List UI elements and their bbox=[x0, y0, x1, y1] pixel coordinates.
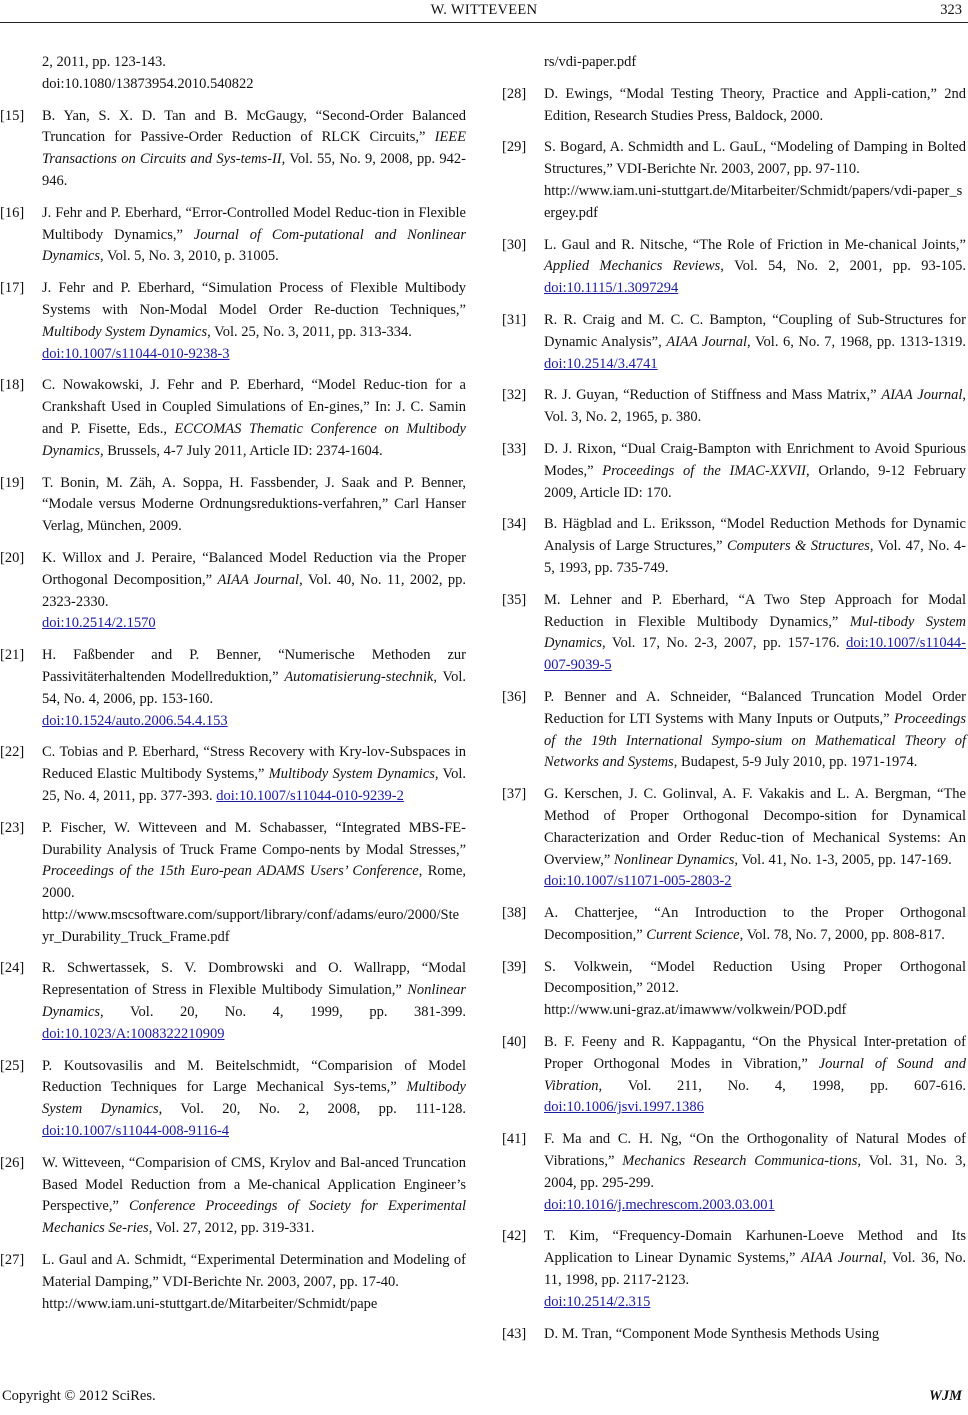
reference-details: , Rome, 2000. bbox=[42, 863, 467, 902]
reference-authors-title: R. J. Guyan, “Reduction of Stiffness and Mass Matrix,” bbox=[544, 387, 882, 404]
reference-details: , Vol. 6, No. 7, 1968, pp. 1313-1319. bbox=[747, 333, 967, 350]
reference-url[interactable]: http://www.uni-graz.at/imawww/volkwein/POD.pdf bbox=[544, 1002, 847, 1019]
reference-entry bbox=[0, 645, 466, 732]
reference-details: , Vol. 41, No. 1-3, 2005, pp. 147-169. bbox=[734, 851, 952, 868]
reference-entry bbox=[502, 1226, 966, 1313]
doi-link[interactable]: doi:10.2514/2.1570 bbox=[42, 615, 156, 632]
doi-link[interactable]: doi:10.1007/s11044-010-9239-2 bbox=[216, 787, 404, 804]
reference-details: , Vol. 211, No. 4, 1998, pp. 607-616. bbox=[598, 1077, 966, 1094]
reference-details: , Vol. 27, 2012, pp. 319-331. bbox=[148, 1220, 315, 1237]
reference-text bbox=[42, 375, 466, 462]
doi-link[interactable]: doi:10.1080/13873954.2010.540822 bbox=[42, 75, 254, 92]
reference-entry bbox=[0, 106, 466, 193]
reference-authors-title: W. Witteveen, “Comparision of CMS, Krylov and Bal-anced Truncation Based Model Reduction from a Me-chanical Application Engineer’s Perspective,” bbox=[42, 1154, 466, 1215]
reference-venue: AIAA Journal bbox=[881, 387, 963, 404]
reference-text bbox=[42, 203, 466, 268]
reference-number: [42] bbox=[502, 1228, 527, 1245]
reference-venue: Mul-tibody System Dynamics bbox=[544, 613, 966, 652]
reference-authors-title: P. Benner and A. Schneider, “Balanced Truncation Model Order Reduction for LTI Systems with Many Inputs or Outputs,” bbox=[544, 688, 966, 727]
reference-authors-title: T. Kim, “Frequency-Domain Karhunen-Loeve Method and Its Application to Linear Dynamic Systems,” bbox=[544, 1228, 966, 1267]
doi-link[interactable]: doi:10.2514/2.315 bbox=[544, 1293, 651, 1310]
reference-details: , Vol. 36, No. 11, 1998, pp. 2117-2123. bbox=[544, 1250, 967, 1289]
reference-details: , Orlando, 9-12 February 2009, Article ID: 170. bbox=[544, 462, 966, 501]
doi-link[interactable]: doi:10.1115/1.3097294 bbox=[544, 280, 679, 297]
reference-authors-title: P. Fischer, W. Witteveen and M. Schabasser, “Integrated MBS-FE-Durability Analysis of Truck Frame Compo-nents by Modal Stresses,” bbox=[42, 819, 466, 858]
left-column bbox=[0, 52, 466, 1325]
reference-url[interactable]: http://www.iam.uni-stuttgart.de/Mitarbeiter/Schmidt/pape bbox=[42, 1295, 378, 1312]
reference-entry bbox=[0, 1153, 466, 1240]
reference-venue: Automatisierung-stechnik bbox=[284, 668, 434, 685]
reference-entry bbox=[502, 957, 966, 1022]
reference-continuation bbox=[0, 52, 466, 96]
reference-text bbox=[544, 1129, 966, 1194]
reference-number: [39] bbox=[502, 958, 527, 975]
reference-details: , Vol. 40, No. 11, 2002, pp. 2323-2330. bbox=[42, 571, 466, 610]
reference-authors-title: A. Chatterjee, “An Introduction to the Proper Orthogonal Decomposition,” bbox=[544, 905, 966, 943]
reference-venue: Applied Mechanics Reviews bbox=[544, 258, 721, 275]
reference-text bbox=[42, 818, 466, 905]
reference-text bbox=[544, 903, 966, 947]
reference-number: [18] bbox=[0, 377, 25, 394]
reference-venue: Computers & Structures bbox=[726, 538, 870, 555]
reference-text bbox=[544, 439, 966, 504]
reference-text bbox=[42, 1153, 466, 1240]
reference-entry bbox=[502, 514, 966, 579]
right-column bbox=[502, 52, 966, 1355]
reference-text bbox=[42, 742, 466, 807]
reference-venue: AIAA Journal bbox=[801, 1250, 883, 1267]
reference-entry bbox=[0, 203, 466, 268]
reference-authors-title: D. J. Rixon, “Dual Craig-Bampton with Enrichment to Avoid Spurious Modes,” bbox=[544, 440, 966, 479]
doi-link[interactable]: doi:10.1006/jsvi.1997.1386 bbox=[544, 1099, 704, 1116]
reference-text bbox=[544, 1226, 966, 1291]
reference-entry bbox=[502, 784, 966, 893]
reference-venue: IEEE Transactions on Circuits and Sys-tems-II bbox=[42, 129, 466, 168]
reference-text bbox=[544, 590, 966, 677]
reference-number: [28] bbox=[502, 85, 527, 102]
reference-text bbox=[42, 548, 466, 613]
reference-number: [25] bbox=[0, 1057, 25, 1074]
reference-entry bbox=[502, 84, 966, 128]
reference-text bbox=[42, 106, 466, 193]
reference-entry bbox=[502, 235, 966, 300]
reference-entry bbox=[0, 1250, 466, 1315]
continuation-text: 2, 2011, pp. 123-143. bbox=[42, 54, 166, 70]
reference-entry bbox=[0, 473, 466, 538]
reference-authors-title: G. Kerschen, J. C. Golinval, A. F. Vakakis and L. A. Bergman, “The Method of Proper Orthogonal Decompo-sition for Dynamical Characterization and Order Reduc-tion of Mechanical Systems: An Overview,” bbox=[544, 786, 966, 868]
reference-details: , Vol. 54, No. 2, 2001, pp. 93-105. bbox=[720, 258, 967, 275]
reference-entry bbox=[502, 903, 966, 947]
reference-text bbox=[544, 235, 966, 300]
reference-entry bbox=[0, 1056, 466, 1143]
reference-venue: Proceedings of the 19th International Sympo-sium on Mathematical Theory of Networks and Systems bbox=[544, 710, 966, 771]
reference-number: [38] bbox=[502, 905, 527, 922]
journal-abbrev: WJM bbox=[928, 1388, 962, 1404]
doi-link[interactable]: doi:10.1524/auto.2006.54.4.153 bbox=[42, 712, 228, 729]
reference-authors-title: S. Bogard, A. Schmidth and L. GauL, “Modeling of Damping in Bolted Structures,” VDI-Berichte Nr. 2003, 2007, pp. 97-110. bbox=[544, 139, 966, 178]
reference-details: , Vol. 25, No. 3, 2011, pp. 313-334. bbox=[207, 323, 412, 340]
reference-venue: Proceedings of the 15th Euro-pean ADAMS Users’ Conference bbox=[42, 863, 419, 880]
reference-entry bbox=[0, 548, 466, 635]
reference-text bbox=[544, 84, 966, 128]
reference-text bbox=[42, 473, 466, 538]
reference-authors-title: D. M. Tran, “Component Mode Synthesis Methods Using bbox=[544, 1325, 880, 1342]
reference-text bbox=[544, 514, 966, 579]
reference-venue: Mechanics Research Communica-tions bbox=[622, 1153, 858, 1170]
doi-link[interactable]: doi:10.1007/s11044-008-9116-4 bbox=[42, 1123, 230, 1140]
page-number: 323 bbox=[940, 2, 962, 18]
reference-venue: Nonlinear Dynamics bbox=[613, 851, 735, 868]
reference-entry bbox=[502, 590, 966, 677]
reference-text bbox=[544, 687, 966, 774]
reference-authors-title: D. Ewings, “Modal Testing Theory, Practice and Appli-cation,” 2nd Edition, Research Studies Press, Baldock, 2000. bbox=[544, 85, 966, 124]
header-rule bbox=[0, 22, 968, 23]
reference-entry bbox=[502, 1324, 966, 1346]
reference-details: , Vol. 17, No. 2-3, 2007, pp. 157-176. bbox=[602, 635, 847, 652]
reference-url[interactable]: http://www.iam.uni-stuttgart.de/Mitarbeiter/Schmidt/papers/vdi-paper_sergey.pdf bbox=[544, 182, 963, 221]
running-title: W. WITTEVEEN bbox=[430, 2, 538, 18]
reference-number: [20] bbox=[0, 549, 25, 566]
reference-text bbox=[42, 1250, 466, 1294]
reference-venue: Multibody System Dynamics bbox=[42, 1079, 466, 1118]
reference-authors-title: P. Koutsovasilis and M. Beitelschmidt, “Comparision of Model Reduction Techniques for Large Mechanical Sys-tems,” bbox=[42, 1057, 466, 1096]
reference-entry bbox=[0, 958, 466, 1045]
reference-number: [37] bbox=[502, 786, 527, 803]
reference-authors-title: J. Fehr and P. Eberhard, “Simulation Process of Flexible Multibody Systems with Non-Modal Model Order Re-duction Techniques,” bbox=[42, 280, 466, 318]
reference-venue: Journal of Sound and Vibration bbox=[544, 1055, 967, 1094]
reference-details: , Vol. 47, No. 4-5, 1993, pp. 735-749. bbox=[544, 538, 966, 576]
reference-authors-title: S. Volkwein, “Model Reduction Using Proper Orthogonal Decomposition,” 2012. bbox=[544, 958, 966, 997]
reference-number: [34] bbox=[502, 516, 527, 533]
reference-authors-title: F. Ma and C. H. Ng, “On the Orthogonality of Natural Modes of Vibrations,” bbox=[544, 1131, 966, 1170]
reference-number: [16] bbox=[0, 204, 25, 221]
reference-details: , Vol. 31, No. 3, 2004, pp. 295-299. bbox=[544, 1153, 967, 1191]
reference-text bbox=[544, 1032, 966, 1119]
reference-text bbox=[544, 784, 966, 871]
reference-venue: AIAA Journal bbox=[666, 333, 748, 350]
reference-details: , Budapest, 5-9 July 2010, pp. 1971-1974. bbox=[673, 754, 918, 771]
doi-link[interactable]: doi:10.1023/A:1008322210909 bbox=[42, 1025, 225, 1042]
reference-number: [15] bbox=[0, 107, 25, 124]
doi-link[interactable]: doi:10.1007/s11071-005-2803-2 bbox=[544, 873, 732, 890]
reference-authors-title: B. Yan, S. X. D. Tan and B. McGaugy, “Second-Order Balanced Truncation for Passive-Order Reduction of RLCK Circuits,” bbox=[42, 107, 466, 146]
reference-number: [24] bbox=[0, 960, 25, 977]
reference-authors-title: L. Gaul and R. Nitsche, “The Role of Friction in Me-chanical Joints,” bbox=[544, 236, 966, 253]
reference-entry bbox=[502, 1129, 966, 1216]
reference-authors-title: M. Lehner and P. Eberhard, “A Two Step Approach for Modal Reduction in Flexible Multibody Dynamics,” bbox=[544, 591, 966, 630]
reference-venue: Conference Proceedings of Society for Experimental Mechanics Se-ries bbox=[42, 1198, 466, 1237]
running-head bbox=[0, 0, 968, 22]
reference-entry bbox=[0, 742, 466, 807]
reference-number: [43] bbox=[502, 1325, 527, 1342]
reference-venue: Multibody System Dynamics bbox=[268, 766, 435, 783]
reference-venue: Proceedings of the IMAC-XXVII bbox=[602, 462, 807, 479]
reference-details: , Vol. 54, No. 4, 2006, pp. 153-160. bbox=[42, 668, 467, 707]
reference-number: [19] bbox=[0, 474, 25, 491]
reference-details: , Vol. 20, No. 4, 1999, pp. 381-399. bbox=[100, 1004, 466, 1021]
reference-authors-title: R. R. Craig and M. C. C. Bampton, “Coupling of Sub-Structures for Dynamic Analysis”, bbox=[544, 311, 966, 350]
reference-venue: AIAA Journal bbox=[217, 571, 300, 588]
reference-venue: ECCOMAS Thematic Conference on Multibody Dynamics bbox=[42, 420, 466, 459]
reference-number: [33] bbox=[502, 440, 527, 457]
reference-number: [29] bbox=[502, 139, 527, 156]
reference-text bbox=[544, 385, 966, 429]
reference-number: [32] bbox=[502, 387, 527, 404]
reference-entry bbox=[502, 439, 966, 504]
reference-details: , Vol. 3, No. 2, 1965, p. 380. bbox=[544, 387, 966, 426]
doi-link[interactable]: doi:10.1007/s11044-010-9238-3 bbox=[42, 345, 230, 362]
reference-number: [17] bbox=[0, 280, 25, 297]
reference-authors-title: J. Fehr and P. Eberhard, “Error-Controlled Model Reduc-tion in Flexible Multibody Dynamics,” bbox=[42, 204, 466, 243]
reference-details: , Vol. 25, No. 4, 2011, pp. 377-393. bbox=[42, 766, 466, 804]
reference-authors-title: R. Schwertassek, S. V. Dombrowski and O. Wallrapp, “Modal Representation of Stress in Flexible Multibody Simulation,” bbox=[42, 960, 466, 999]
reference-text bbox=[42, 1056, 466, 1143]
reference-number: [26] bbox=[0, 1154, 25, 1171]
reference-continuation bbox=[502, 52, 966, 74]
reference-number: [40] bbox=[502, 1034, 527, 1051]
reference-entry bbox=[502, 687, 966, 774]
reference-text bbox=[544, 137, 966, 181]
reference-number: [41] bbox=[502, 1131, 527, 1148]
reference-text bbox=[544, 310, 966, 375]
reference-venue: Multibody System Dynamics bbox=[42, 323, 208, 340]
reference-entry bbox=[502, 1032, 966, 1119]
reference-url[interactable]: http://www.mscsoftware.com/support/library/conf/adams/euro/2000/Steyr_Durability_Truck_Frame.pdf bbox=[42, 906, 460, 945]
reference-entry bbox=[0, 278, 466, 365]
reference-authors-title: C. Nowakowski, J. Fehr and P. Eberhard, “Model Reduc-tion for a Crankshaft Used in Coupled Simulations of En-gines,” In: J. C. Samin and P. Fisette, Eds., bbox=[42, 377, 466, 437]
copyright-notice: Copyright © 2012 SciRes. bbox=[2, 1388, 156, 1404]
reference-number: [35] bbox=[502, 591, 527, 608]
reference-details: , Vol. 20, No. 2, 2008, pp. 111-128. bbox=[158, 1101, 466, 1118]
doi-link[interactable]: doi:10.2514/3.4741 bbox=[544, 355, 658, 372]
reference-number: [31] bbox=[502, 311, 527, 328]
reference-entry bbox=[0, 818, 466, 949]
reference-authors-title: K. Willox and J. Peraire, “Balanced Model Reduction via the Proper Orthogonal Decomposition,” bbox=[42, 549, 466, 588]
reference-number: [22] bbox=[0, 744, 25, 761]
reference-details: , Vol. 5, No. 3, 2010, p. 31005. bbox=[100, 248, 279, 265]
reference-authors-title: B. Hägblad and L. Eriksson, “Model Reduction Methods for Dynamic Analysis of Large Structures,” bbox=[544, 516, 966, 555]
reference-venue: Current Science bbox=[646, 926, 740, 943]
reference-venue: Journal of Com-putational and Nonlinear Dynamics bbox=[42, 226, 466, 265]
reference-venue: Nonlinear Dynamics bbox=[42, 982, 466, 1021]
reference-entry bbox=[502, 310, 966, 375]
reference-number: [27] bbox=[0, 1252, 25, 1269]
reference-authors-title: B. F. Feeny and R. Kappagantu, “On the Physical Inter-pretation of Proper Orthogonal Modes in Vibration,” bbox=[544, 1034, 966, 1072]
reference-authors-title: C. Tobias and P. Eberhard, “Stress Recovery with Kry-lov-Subspaces in Reduced Elastic Multibody Systems,” bbox=[42, 744, 466, 783]
doi-link[interactable]: doi:10.1007/s11044-007-9039-5 bbox=[544, 635, 966, 674]
reference-text bbox=[544, 1324, 966, 1346]
reference-text bbox=[42, 958, 466, 1045]
reference-entry bbox=[502, 385, 966, 429]
reference-text bbox=[42, 645, 466, 710]
reference-entry bbox=[502, 137, 966, 224]
reference-number: [21] bbox=[0, 647, 25, 664]
continuation-url: rs/vdi-paper.pdf bbox=[544, 54, 637, 70]
doi-link[interactable]: doi:10.1016/j.mechrescom.2003.03.001 bbox=[544, 1196, 775, 1213]
reference-authors-title: L. Gaul and A. Schmidt, “Experimental Determination and Modeling of Material Damping,” VDI-Berichte Nr. 2003, 2007, pp. 17-40. bbox=[42, 1252, 466, 1290]
reference-number: [30] bbox=[502, 236, 527, 253]
reference-details: , Vol. 55, No. 9, 2008, pp. 942-946. bbox=[42, 151, 466, 189]
reference-authors-title: T. Bonin, M. Zäh, A. Soppa, H. Fassbender, J. Saak and P. Benner, “Modale versus Moderne Ordnungsreduktions-verfahren,” Carl Hanser Verlag, München, 2009. bbox=[42, 474, 466, 535]
reference-entry bbox=[0, 375, 466, 462]
reference-details: , Vol. 78, No. 7, 2000, pp. 808-817. bbox=[739, 926, 945, 943]
reference-text bbox=[544, 957, 966, 1001]
reference-authors-title: H. Faßbender and P. Benner, “Numerische Methoden zur Passivitäterhaltenden Modellreduktion,” bbox=[42, 647, 466, 685]
reference-text bbox=[42, 278, 466, 343]
reference-number: [36] bbox=[502, 688, 527, 705]
reference-details: , Brussels, 4-7 July 2011, Article ID: 2374-1604. bbox=[100, 442, 383, 459]
reference-number: [23] bbox=[0, 819, 25, 836]
